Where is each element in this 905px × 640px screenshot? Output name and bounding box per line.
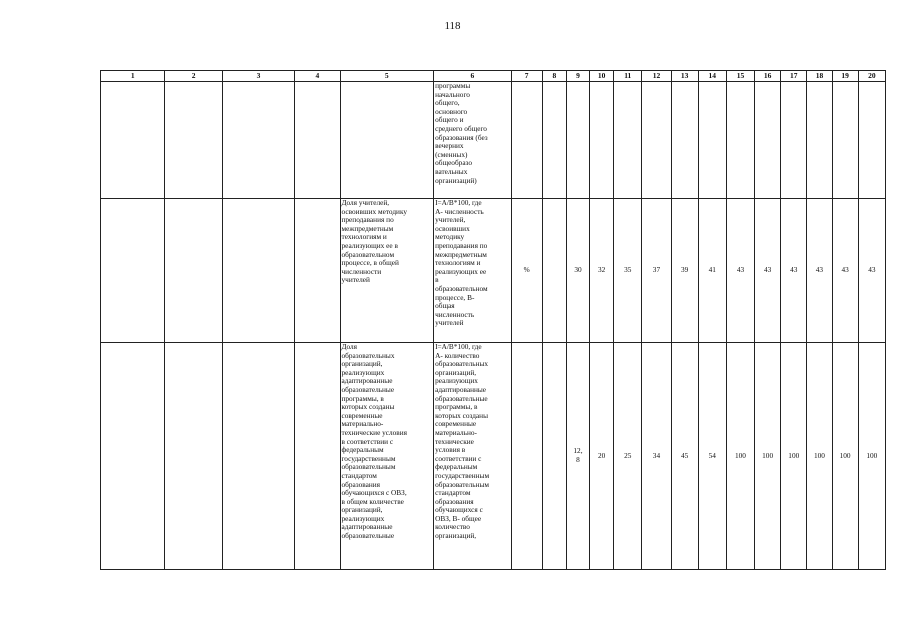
column-header: 8 bbox=[542, 71, 566, 82]
table-cell bbox=[165, 82, 222, 199]
column-header: 5 bbox=[340, 71, 434, 82]
formula-cell: I=А/В*100, где А- численность учителей, освоивших методику преподавания по межпредметным технологиям и реализующих ее в образовательном процессе, В- общая численность учителей bbox=[434, 199, 511, 343]
table-row bbox=[101, 343, 886, 570]
column-header: 10 bbox=[590, 71, 614, 82]
column-header-row bbox=[101, 71, 886, 82]
column-header: 15 bbox=[726, 71, 754, 82]
value-cell: 30 bbox=[566, 199, 589, 343]
value-cell: 41 bbox=[698, 199, 726, 343]
value-cell: 43 bbox=[807, 199, 832, 343]
value-cell: 100 bbox=[807, 343, 832, 570]
value-cell: 39 bbox=[671, 199, 698, 343]
column-header: 19 bbox=[832, 71, 858, 82]
value-cell: 100 bbox=[858, 343, 885, 570]
value-cell bbox=[781, 82, 807, 199]
value-cell: 43 bbox=[832, 199, 858, 343]
value-cell bbox=[858, 82, 885, 199]
value-cell: 43 bbox=[781, 199, 807, 343]
unit-cell bbox=[511, 343, 542, 570]
column-header: 6 bbox=[434, 71, 511, 82]
value-cell: 35 bbox=[614, 199, 642, 343]
table-cell bbox=[101, 343, 165, 570]
value-cell: 43 bbox=[726, 199, 754, 343]
value-cell: 34 bbox=[642, 343, 671, 570]
value-cell bbox=[642, 82, 671, 199]
table-cell bbox=[222, 199, 294, 343]
value-cell bbox=[671, 82, 698, 199]
value-cell bbox=[542, 82, 566, 199]
column-header: 16 bbox=[755, 71, 781, 82]
formula-cell: программы начального общего, основного общего и среднего общего образования (без вечерних (сменных) общеобразо вательных организаций) bbox=[434, 82, 511, 199]
value-cell bbox=[807, 82, 832, 199]
table-cell bbox=[295, 199, 340, 343]
table-cell bbox=[165, 199, 222, 343]
unit-cell bbox=[511, 82, 542, 199]
indicator-cell: Доля учителей, освоивших методику преподавания по межпредметным технологиям и реализующих ее в образовательном процессе, в общей численности учителей bbox=[340, 199, 434, 343]
value-cell: 12, 8 bbox=[566, 343, 589, 570]
column-header: 20 bbox=[858, 71, 885, 82]
table-row bbox=[101, 199, 886, 343]
value-cell bbox=[698, 82, 726, 199]
value-cell bbox=[542, 343, 566, 570]
value-cell: 45 bbox=[671, 343, 698, 570]
value-cell: 32 bbox=[590, 199, 614, 343]
value-cell: 43 bbox=[858, 199, 885, 343]
value-cell: 100 bbox=[832, 343, 858, 570]
value-cell bbox=[832, 82, 858, 199]
column-header: 7 bbox=[511, 71, 542, 82]
column-header: 11 bbox=[614, 71, 642, 82]
value-cell: 54 bbox=[698, 343, 726, 570]
table-cell bbox=[222, 82, 294, 199]
value-cell bbox=[566, 82, 589, 199]
table-cell bbox=[295, 343, 340, 570]
value-cell: 20 bbox=[590, 343, 614, 570]
value-cell: 43 bbox=[755, 199, 781, 343]
indicator-table bbox=[100, 70, 886, 570]
column-header: 2 bbox=[165, 71, 222, 82]
value-cell: 25 bbox=[614, 343, 642, 570]
column-header: 1 bbox=[101, 71, 165, 82]
column-header: 9 bbox=[566, 71, 589, 82]
value-cell bbox=[614, 82, 642, 199]
table-cell bbox=[165, 343, 222, 570]
value-cell: 100 bbox=[781, 343, 807, 570]
table-cell bbox=[222, 343, 294, 570]
column-header: 13 bbox=[671, 71, 698, 82]
column-header: 17 bbox=[781, 71, 807, 82]
table-cell bbox=[101, 82, 165, 199]
value-cell bbox=[542, 199, 566, 343]
page-number: 118 bbox=[444, 20, 461, 32]
value-cell: 100 bbox=[755, 343, 781, 570]
table-cell bbox=[295, 82, 340, 199]
column-header: 18 bbox=[807, 71, 832, 82]
formula-cell: I=А/В*100, где А- количество образовательных организаций, реализующих адаптированные образовательные программы, в которых созданы современные материально- технические условия в соответствии с федеральным государственным образовательным стандартом образования обучающихся с ОВЗ, В- общее количество организаций, bbox=[434, 343, 511, 570]
indicator-cell bbox=[340, 82, 434, 199]
value-cell bbox=[726, 82, 754, 199]
value-cell bbox=[755, 82, 781, 199]
indicator-cell: Доля образовательных организаций, реализующих адаптированные образовательные программы, в которых созданы современные материально- технические условия в соответствии с федеральным государственным образовательным стандартом образования обучающихся с ОВЗ, в общем количестве организаций, реализующих адаптированные образовательные bbox=[340, 343, 434, 570]
table-row bbox=[101, 82, 886, 199]
column-header: 14 bbox=[698, 71, 726, 82]
unit-cell: % bbox=[511, 199, 542, 343]
value-cell: 100 bbox=[726, 343, 754, 570]
column-header: 12 bbox=[642, 71, 671, 82]
column-header: 4 bbox=[295, 71, 340, 82]
value-cell: 37 bbox=[642, 199, 671, 343]
value-cell bbox=[590, 82, 614, 199]
column-header: 3 bbox=[222, 71, 294, 82]
table-cell bbox=[101, 199, 165, 343]
